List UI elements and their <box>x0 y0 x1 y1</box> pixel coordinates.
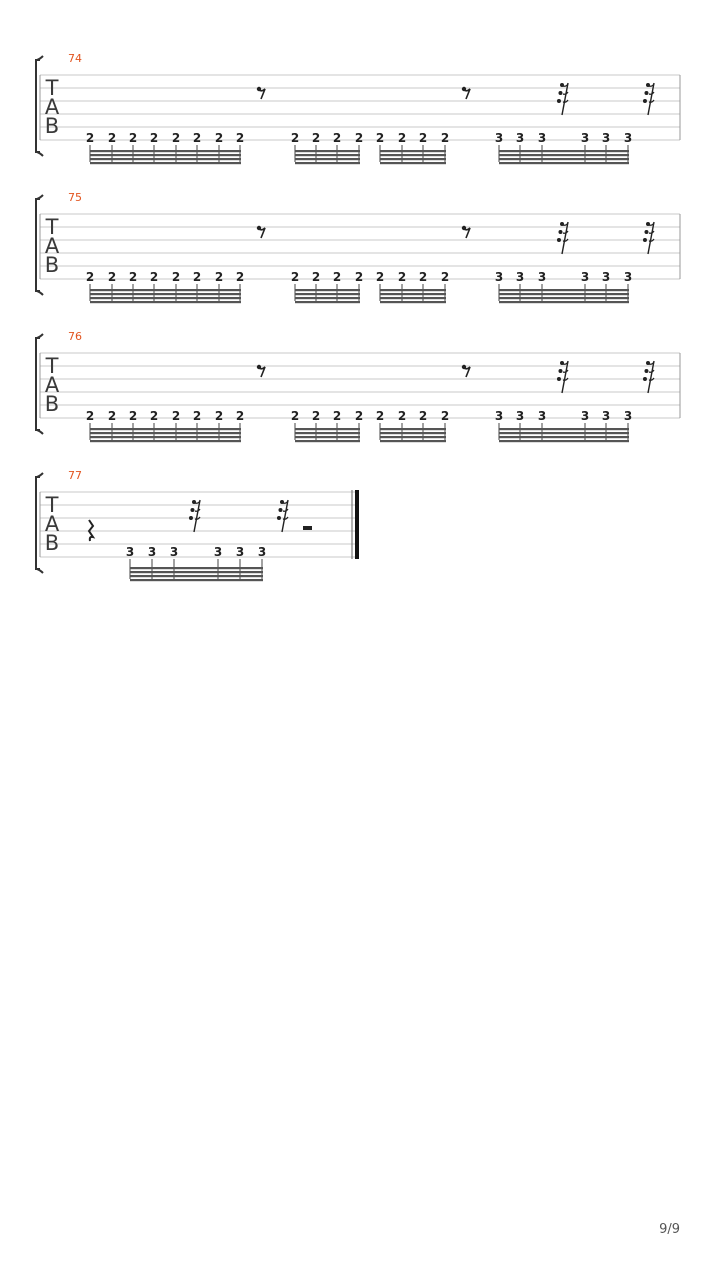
system-bracket <box>36 199 40 291</box>
fret-number: 3 <box>623 270 633 284</box>
fret-number: 2 <box>107 131 117 145</box>
beam-line <box>380 428 446 430</box>
beam-line <box>295 440 360 442</box>
rest-dot <box>189 516 193 520</box>
tab-clef-letter: B <box>44 253 60 277</box>
fret-number: 2 <box>332 270 342 284</box>
beam-line <box>499 301 629 303</box>
beam-line <box>380 150 446 152</box>
fret-number: 3 <box>537 131 547 145</box>
fret-number: 3 <box>623 131 633 145</box>
beam-group <box>495 409 632 442</box>
fret-number: 2 <box>128 409 138 423</box>
fret-number: 3 <box>147 545 157 559</box>
fret-number: 2 <box>418 409 428 423</box>
system-bracket <box>36 338 40 430</box>
beam-line <box>380 289 446 291</box>
fret-number: 3 <box>601 270 611 284</box>
beam-line <box>90 293 241 295</box>
rest-dot <box>644 369 648 373</box>
fret-number: 3 <box>601 131 611 145</box>
beam-line <box>499 154 629 156</box>
beam-group <box>376 131 449 164</box>
rest-dot <box>190 508 194 512</box>
tab-clef-letter: T <box>45 493 59 517</box>
fret-number: 3 <box>580 409 590 423</box>
rest-dot <box>257 87 261 91</box>
tab-clef-letter: A <box>44 373 60 397</box>
fret-number: 2 <box>235 131 245 145</box>
fret-number: 2 <box>214 131 224 145</box>
beam-group <box>291 270 363 303</box>
beam-line <box>90 150 241 152</box>
beam-line <box>90 301 241 303</box>
fret-number: 3 <box>494 131 504 145</box>
fret-number: 2 <box>171 270 181 284</box>
fret-number: 2 <box>128 270 138 284</box>
beam-line <box>295 428 360 430</box>
beam-line <box>380 158 446 160</box>
fret-number: 2 <box>375 131 385 145</box>
beam-line <box>295 150 360 152</box>
beam-line <box>380 154 446 156</box>
rest-dot <box>558 369 562 373</box>
beam-line <box>499 428 629 430</box>
beam-line <box>499 436 629 438</box>
fret-number: 3 <box>257 545 267 559</box>
rest-dot <box>462 365 466 369</box>
beam-line <box>90 432 241 434</box>
fret-number: 2 <box>192 270 202 284</box>
beam-line <box>90 162 241 164</box>
rest-dot <box>557 238 561 242</box>
rest-dot <box>643 377 647 381</box>
rest-dot <box>643 99 647 103</box>
beam-group <box>291 409 363 442</box>
beam-group <box>291 131 363 164</box>
fret-number: 2 <box>354 131 364 145</box>
fret-number: 3 <box>213 545 223 559</box>
beam-line <box>90 428 241 430</box>
beam-line <box>295 432 360 434</box>
rest-dot <box>462 87 466 91</box>
beam-line <box>380 301 446 303</box>
rest-dot <box>557 99 561 103</box>
beam-line <box>130 567 263 569</box>
beam-line <box>295 154 360 156</box>
fret-number: 2 <box>171 131 181 145</box>
beam-line <box>499 289 629 291</box>
fret-number: 2 <box>85 131 95 145</box>
fret-number: 2 <box>375 409 385 423</box>
beam-line <box>130 579 263 581</box>
fret-number: 3 <box>125 545 135 559</box>
beam-group <box>86 131 244 164</box>
beam-line <box>90 154 241 156</box>
fret-number: 2 <box>354 270 364 284</box>
beam-line <box>499 158 629 160</box>
fret-number: 2 <box>418 270 428 284</box>
fret-number: 2 <box>235 270 245 284</box>
fret-number: 2 <box>311 270 321 284</box>
beam-line <box>90 158 241 160</box>
rest-dot <box>278 508 282 512</box>
beam-line <box>90 440 241 442</box>
tab-clef-letter: A <box>44 234 60 258</box>
fret-number: 2 <box>214 270 224 284</box>
fret-number: 3 <box>169 545 179 559</box>
fret-number: 2 <box>192 131 202 145</box>
fret-number: 2 <box>397 131 407 145</box>
rest-dot <box>257 365 261 369</box>
beam-line <box>90 289 241 291</box>
fret-number: 2 <box>440 409 450 423</box>
beam-line <box>499 293 629 295</box>
fret-number: 3 <box>235 545 245 559</box>
fret-number: 2 <box>107 409 117 423</box>
tab-clef-letter: T <box>45 76 59 100</box>
fret-number: 2 <box>149 409 159 423</box>
beam-line <box>380 297 446 299</box>
tab-clef-letter: T <box>45 354 59 378</box>
rest-dot <box>557 377 561 381</box>
half-rest-icon <box>303 526 312 530</box>
beam-group <box>495 131 632 164</box>
tab-clef-letter: B <box>44 531 60 555</box>
fret-number: 3 <box>601 409 611 423</box>
fret-number: 3 <box>494 409 504 423</box>
beam-line <box>130 571 263 573</box>
tab-clef-letter: B <box>44 114 60 138</box>
fret-number: 2 <box>375 270 385 284</box>
fret-number: 2 <box>397 409 407 423</box>
rest-dot <box>257 226 261 230</box>
fret-number: 3 <box>537 270 547 284</box>
beam-line <box>499 150 629 152</box>
beam-line <box>295 162 360 164</box>
staff-system <box>36 52 680 164</box>
staff-system <box>36 330 680 442</box>
beam-line <box>295 297 360 299</box>
fret-number: 2 <box>311 131 321 145</box>
fret-number: 2 <box>311 409 321 423</box>
fret-number: 2 <box>85 409 95 423</box>
fret-number: 2 <box>440 131 450 145</box>
fret-number: 2 <box>290 270 300 284</box>
rest-dot <box>643 238 647 242</box>
system-bracket <box>36 477 40 569</box>
fret-number: 2 <box>85 270 95 284</box>
rest-dot <box>277 516 281 520</box>
fret-number: 2 <box>418 131 428 145</box>
fret-number: 3 <box>515 270 525 284</box>
thick-final-barline <box>355 490 359 559</box>
beam-line <box>380 432 446 434</box>
fret-number: 2 <box>354 409 364 423</box>
fret-number: 2 <box>192 409 202 423</box>
fret-number: 2 <box>290 131 300 145</box>
beam-line <box>499 432 629 434</box>
measure-number: 77 <box>68 469 82 482</box>
beam-line <box>130 575 263 577</box>
beam-line <box>295 301 360 303</box>
fret-number: 2 <box>149 270 159 284</box>
fret-number: 2 <box>235 409 245 423</box>
beam-line <box>499 162 629 164</box>
rest-dot <box>644 230 648 234</box>
measure-number: 75 <box>68 191 82 204</box>
beam-line <box>295 289 360 291</box>
tab-clef-letter: T <box>45 215 59 239</box>
system-bracket <box>36 60 40 152</box>
beam-group <box>495 270 632 303</box>
fret-number: 2 <box>290 409 300 423</box>
fret-number: 3 <box>515 131 525 145</box>
fret-number: 2 <box>128 131 138 145</box>
beam-line <box>499 440 629 442</box>
beam-line <box>295 436 360 438</box>
page-number: 9/9 <box>659 1222 680 1237</box>
beam-line <box>295 158 360 160</box>
fret-number: 2 <box>171 409 181 423</box>
beam-line <box>380 440 446 442</box>
fret-number: 3 <box>494 270 504 284</box>
beam-group <box>126 545 266 581</box>
rest-dot <box>558 230 562 234</box>
beam-group <box>376 409 449 442</box>
fret-number: 3 <box>580 270 590 284</box>
measure-number: 74 <box>68 52 82 65</box>
beam-line <box>90 436 241 438</box>
fret-number: 2 <box>397 270 407 284</box>
fret-number: 2 <box>440 270 450 284</box>
rest-dot <box>462 226 466 230</box>
beam-line <box>380 436 446 438</box>
beam-group <box>376 270 449 303</box>
tab-clef-letter: A <box>44 512 60 536</box>
fret-number: 3 <box>515 409 525 423</box>
fret-number: 2 <box>107 270 117 284</box>
fret-number: 3 <box>580 131 590 145</box>
staff-system <box>36 469 359 581</box>
fret-number: 2 <box>149 131 159 145</box>
fret-number: 2 <box>332 131 342 145</box>
beam-line <box>499 297 629 299</box>
staff-system <box>36 191 680 303</box>
tab-clef-letter: B <box>44 392 60 416</box>
beam-line <box>380 293 446 295</box>
fret-number: 2 <box>214 409 224 423</box>
rest-dot <box>558 91 562 95</box>
measure-number: 76 <box>68 330 82 343</box>
fret-number: 2 <box>332 409 342 423</box>
tab-clef-letter: A <box>44 95 60 119</box>
fret-number: 3 <box>537 409 547 423</box>
beam-line <box>380 162 446 164</box>
beam-group <box>86 270 244 303</box>
fret-number: 3 <box>623 409 633 423</box>
rest-dot <box>644 91 648 95</box>
beam-line <box>295 293 360 295</box>
beam-group <box>86 409 244 442</box>
beam-line <box>90 297 241 299</box>
